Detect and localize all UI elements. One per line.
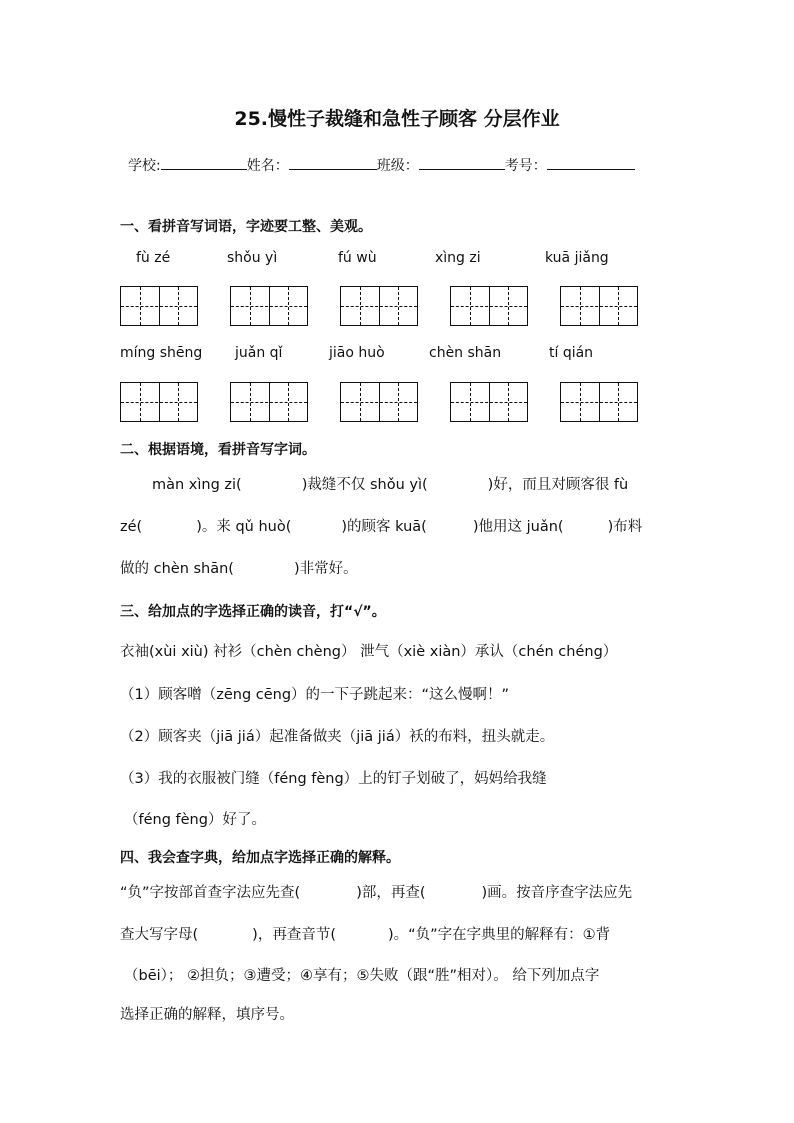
- writing-box[interactable]: [340, 286, 418, 326]
- writing-box[interactable]: [230, 382, 308, 422]
- class-label: 班级：: [376, 158, 419, 174]
- writing-box[interactable]: [340, 382, 418, 422]
- pinyin-9: chèn shān: [429, 345, 502, 361]
- pinyin-3: fú wù: [338, 250, 377, 266]
- section3-q1: （1）顾客噌（zēng cēng）的一下子跳起来：“这么慢啊！”: [120, 687, 510, 703]
- name-label: 姓名：: [246, 158, 289, 174]
- writing-box[interactable]: [560, 382, 638, 422]
- writing-box[interactable]: [230, 286, 308, 326]
- section3-words: 衣袖(xùi xiù) 衬衫（chèn chèng） 泄气（xiè xiàn）承认（chén chéng）: [120, 644, 618, 660]
- section2-line-3: 做的 chèn shān( )非常好。: [120, 561, 358, 577]
- section4-line-2: 查大写字母( )，再查音节( )。“负”字在字典里的解释有：①背: [120, 927, 611, 943]
- info-row: [128, 155, 635, 175]
- writing-box[interactable]: [450, 382, 528, 422]
- exam-no-blank[interactable]: [547, 155, 635, 170]
- writing-box[interactable]: [450, 286, 528, 326]
- section4-line-1: “负”字按部首查字法应先查( )部，再查( )画。按音序查字法应先: [120, 885, 633, 901]
- section3-q3-line2: （féng fèng）好了。: [124, 812, 266, 828]
- exam-no-label: 考号：: [504, 158, 547, 174]
- section2-line-1: màn xìng zi( )裁缝不仅 shǒu yì( )好，而且对顾客很 fù: [152, 477, 629, 493]
- pinyin-10: tí qián: [549, 345, 594, 361]
- pinyin-7: juǎn qǐ: [235, 345, 283, 361]
- class-blank[interactable]: [419, 155, 505, 170]
- section4-line-4: 选择正确的解释，填序号。: [120, 1007, 294, 1023]
- section3-heading: 三、给加点的字选择正确的读音，打“√”。: [120, 604, 386, 620]
- section4-line-3: （bēi）； ②担负；③遭受；④享有；⑤失败（跟“胜”相对）。 给下列加点字: [124, 968, 600, 984]
- pinyin-5: kuā jiǎng: [545, 250, 609, 266]
- pinyin-1: fù zé: [136, 250, 171, 266]
- school-label: 学校:: [128, 158, 161, 174]
- section2-line-2: zé( )。来 qǔ huò( )的顾客 kuā( )他用这 juǎn( )布料: [120, 519, 643, 535]
- name-blank[interactable]: [289, 155, 377, 170]
- pinyin-8: jiāo huò: [329, 345, 385, 361]
- section1-heading: 一、看拼音写词语，字迹要工整、美观。: [120, 219, 372, 235]
- pinyin-4: xìng zi: [435, 250, 481, 266]
- school-blank[interactable]: [161, 155, 247, 170]
- writing-box[interactable]: [120, 382, 198, 422]
- writing-box[interactable]: [120, 286, 198, 326]
- writing-box[interactable]: [560, 286, 638, 326]
- pinyin-6: míng shēng: [120, 345, 203, 361]
- section3-q3-line1: （3）我的衣服被门缝（féng fèng）上的钉子划破了，妈妈给我缝: [120, 771, 547, 787]
- section2-heading: 二、根据语境，看拼音写字词。: [120, 442, 316, 458]
- page-title: 25.慢性子裁缝和急性子顾客 分层作业: [234, 108, 560, 130]
- pinyin-2: shǒu yì: [227, 250, 278, 266]
- section4-heading: 四、我会查字典，给加点字选择正确的解释。: [120, 850, 400, 866]
- section3-q2: （2）顾客夹（jiā jiá）起准备做夹（jiā jiá）袄的布料，扭头就走。: [120, 729, 555, 745]
